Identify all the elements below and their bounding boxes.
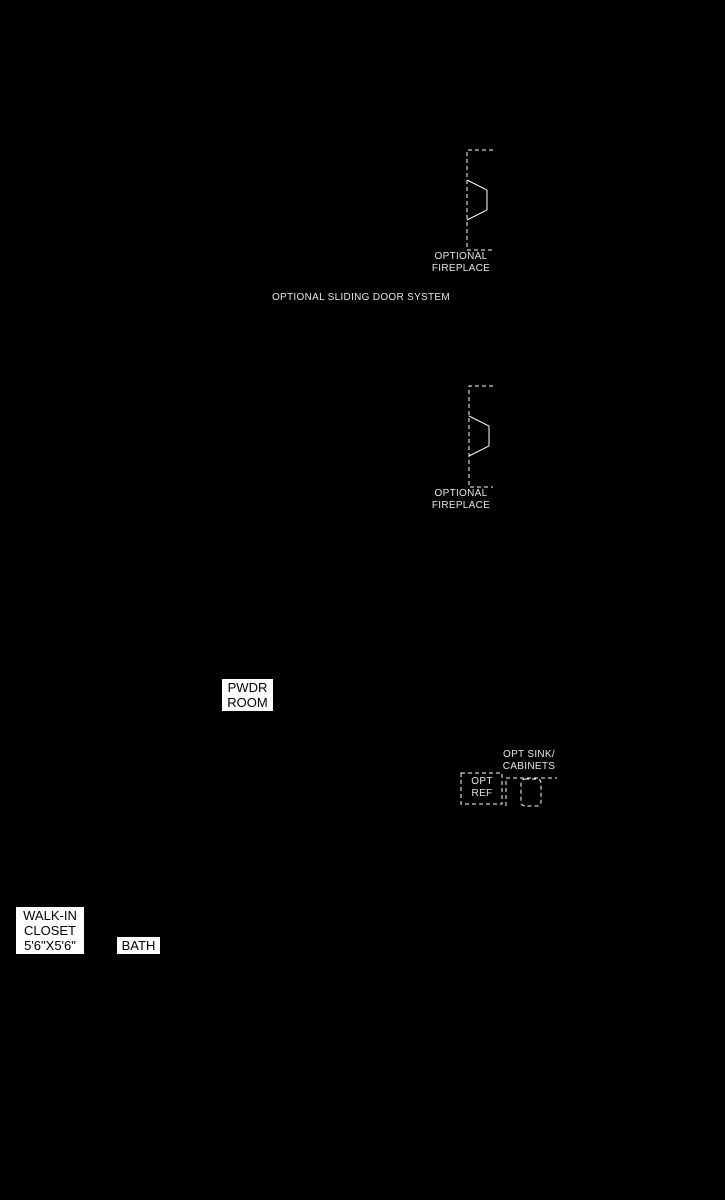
- powder-room-label: [222, 679, 273, 711]
- fireplace-lower-line2: FIREPLACE: [431, 500, 491, 511]
- opt-sink-label: [498, 749, 560, 773]
- walk-in-closet-label: [16, 907, 84, 954]
- walk-in-closet-line1: WALK-IN: [23, 908, 77, 923]
- opt-ref-line2: REF: [471, 788, 493, 799]
- sliding-door-label: OPTIONAL SLIDING DOOR SYSTEM: [271, 292, 451, 303]
- fireplace-upper-line2: FIREPLACE: [431, 263, 491, 274]
- fireplace-upper-line1: OPTIONAL: [434, 251, 488, 262]
- opt-ref-line1: OPT: [471, 776, 493, 787]
- bath-label: BATH: [117, 937, 160, 954]
- powder-room-line2: ROOM: [227, 695, 268, 710]
- fireplace-lower-outline: [469, 386, 493, 487]
- walk-in-closet-line3: 5'6"X5'6": [24, 938, 76, 953]
- fireplace-lower-label: [428, 488, 494, 512]
- powder-room-line1: PWDR: [227, 680, 268, 695]
- opt-sink-outline: [506, 778, 557, 806]
- opt-sink-line1: OPT SINK/: [503, 749, 555, 760]
- opt-ref-label: [462, 776, 502, 800]
- opt-sink-line2: CABINETS: [502, 761, 556, 772]
- fireplace-upper-outline: [467, 150, 493, 250]
- fireplace-lower-line1: OPTIONAL: [434, 488, 488, 499]
- fireplace-upper-label: [428, 251, 494, 275]
- walk-in-closet-line2: CLOSET: [23, 923, 76, 938]
